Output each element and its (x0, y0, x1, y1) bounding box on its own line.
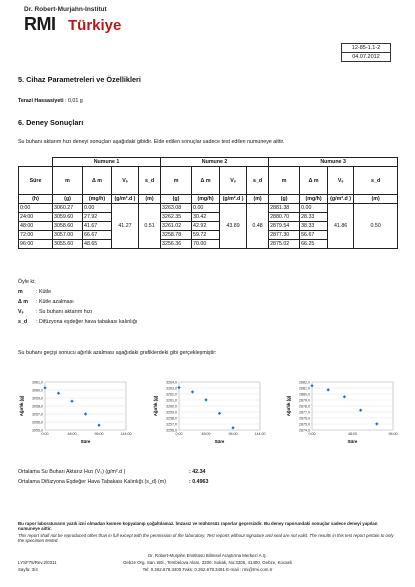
y-tick-label: 3259,0 (166, 410, 177, 415)
table-cell: 2877.30 (269, 231, 300, 240)
legend-item (18, 309, 92, 315)
table-cell: 2879.54 (269, 222, 300, 231)
table-cell: 72:00 (19, 231, 53, 240)
y-tick-label: 2874,0 (299, 428, 310, 433)
x-tick-label: 96:00 (94, 432, 104, 436)
brand-logo: RMI (24, 14, 56, 34)
column-header: Δ m (192, 167, 220, 195)
table-cell: 41.27 (112, 204, 139, 249)
group-header: Numune 1 (53, 158, 161, 167)
table-cell: 2875.02 (269, 240, 300, 249)
table-cell: 38.33 (300, 222, 328, 231)
section5-title: 5. Cihaz Parametreleri ve Özellikleri (18, 75, 141, 84)
y-tick-label: 3061,0 (32, 380, 43, 385)
x-axis-label: Süre (214, 439, 225, 444)
group-header: Numune 3 (269, 158, 398, 167)
unit-header: (m) (247, 195, 269, 204)
x-tick-label: 144:00 (120, 432, 132, 436)
y-tick-label: 3056,0 (32, 420, 43, 425)
table-cell: 3261.02 (161, 222, 192, 231)
unit-header: (mg/h) (300, 195, 328, 204)
table-cell: 30.42 (192, 213, 220, 222)
y-tick-label: 3256,0 (166, 428, 177, 433)
footer-contact: Tel: 0.262.678.3400 Faks: 0.262.678.3491 E-mail : rmi@rmi.com.tr (142, 567, 273, 572)
notice-english: This report shall not be reproduced other than in full except with the permission of the laboratory. Test reports without signature and seal are not valid. The results in this test report pertain to only the specimen tested. (18, 533, 394, 543)
section6-title: 6. Deney Sonuçları (18, 118, 84, 127)
y-tick-label: 2882,0 (299, 380, 310, 385)
table-cell: 0.48 (247, 204, 269, 249)
table-cell: 0.00 (300, 204, 328, 213)
legend-item (18, 299, 74, 305)
table-cell: 3058.60 (53, 222, 83, 231)
table-cell: 3263.08 (161, 204, 192, 213)
x-tick-label: 96:00 (388, 432, 398, 436)
table-row (19, 204, 398, 213)
unit-header: (g) (269, 195, 300, 204)
table-cell: 48.65 (83, 240, 112, 249)
table-cell: 3059.60 (53, 213, 83, 222)
average-vs-label: Ortalama Su Buharı Aktarız Hızı (Vₛ) (g/m².d ) (18, 469, 126, 475)
legend-item (18, 319, 137, 325)
table-cell: 3262.35 (161, 213, 192, 222)
scale-precision (18, 98, 83, 104)
legend-key: Vₛ (18, 309, 24, 315)
graph-intro: Su buhanı geçişi sonucu ağırlık azalması aşağıdaki grafiklerdeki gibi gerçekleşmiştir: (18, 350, 217, 356)
table-cell: 0.00 (192, 204, 220, 213)
footer-address: Gebze Org. San. Böl., Tembelova Alanı, 3200. Sokak, No:3206, 41400, Gebze, Kocaeli (122, 560, 293, 565)
average-vs-value: : 42.34 (189, 469, 206, 475)
table-cell: 70.00 (192, 240, 220, 249)
legend-text: : Kütle azalması (36, 299, 74, 305)
unit-header: (g/m².d ) (112, 195, 139, 204)
report-number: 12-85-1.1-2 (351, 45, 381, 51)
y-tick-label: 3059,0 (32, 396, 43, 401)
weight-chart-sample-2 (152, 378, 264, 446)
unit-header: (g) (161, 195, 192, 204)
results-table (18, 157, 398, 249)
x-axis-label: Süre (80, 439, 91, 444)
legend-key: m (18, 289, 23, 295)
unit-header: (g/m².d ) (328, 195, 354, 204)
y-tick-label: 3258,0 (166, 416, 177, 421)
table-cell: 43.89 (220, 204, 247, 249)
y-axis-label: Ağırlık (g) (19, 395, 24, 417)
scale-value: : 0,01 g (65, 98, 83, 104)
table-cell: 66.67 (83, 231, 112, 240)
y-tick-label: 3060,0 (32, 388, 43, 393)
average-sd-value: : 0.4963 (189, 479, 209, 485)
institute-name: Dr. Robert-Murjahn-Institut (24, 6, 107, 13)
x-tick-label: 48:00 (67, 432, 77, 436)
table-cell: 28.33 (300, 213, 328, 222)
y-tick-label: 3257,0 (166, 422, 177, 427)
x-tick-label: 48:00 (201, 432, 211, 436)
x-tick-label: 0:00 (175, 432, 183, 436)
form-code: LYSF75/Rev.2/0311 (18, 560, 57, 565)
average-sd-label: Ortalama Difüzyona Eşdeğer Hava Tabakası Kalınlığı (s_d) (m) (18, 479, 166, 485)
x-tick-label: 48:00 (348, 432, 357, 436)
table-cell: 41.86 (328, 204, 354, 249)
column-header: m (269, 167, 300, 195)
notice-turkish: Bu rapor laboratuvarın yazılı izni olmadan kısmen kopyalanıp çoğaltılamaz. İmzasız ve mühürsüz raporlar geçersizdir. Bu deney raporundaki sonuçlar sadece deneyi yapılan numuneye aittir. (18, 521, 378, 531)
table-cell: 3256.36 (161, 240, 192, 249)
table-cell: 3055.60 (53, 240, 83, 249)
group-header: Numune 2 (161, 158, 269, 167)
report-reference-box (341, 43, 391, 62)
table-cell: 41.67 (83, 222, 112, 231)
table-cell: 3060.27 (53, 204, 83, 213)
y-tick-label: 2879,0 (299, 398, 310, 403)
legend-key: s_d (18, 319, 28, 325)
table-cell: 0.00 (83, 204, 112, 213)
legend-text: : Difüzyona eşdeğer hava tabakası kalınlığı (36, 319, 138, 325)
column-header: Δ m (300, 167, 328, 195)
column-header: s_d (247, 167, 269, 195)
table-group-row (19, 158, 398, 167)
unit-header: (m) (139, 195, 161, 204)
column-header: Vₛ (220, 167, 247, 195)
column-header: m (53, 167, 83, 195)
column-header: m (161, 167, 192, 195)
table-cell: 0:00 (19, 204, 53, 213)
table-cell: 24:00 (19, 213, 53, 222)
y-tick-label: 3055,0 (32, 428, 43, 433)
table-cell: 0.50 (354, 204, 398, 249)
weight-chart-sample-3 (285, 378, 397, 446)
page-number: Sayfa: 3/4 (18, 567, 38, 572)
weight-chart-sample-1 (18, 378, 130, 446)
column-header: Vₛ (328, 167, 354, 195)
table-unit-row (19, 195, 398, 204)
x-tick-label: 0:00 (308, 432, 316, 436)
table-cell: 56.67 (300, 231, 328, 240)
unit-header: (mg/h) (192, 195, 220, 204)
y-tick-label: 3262,0 (166, 392, 177, 397)
table-cell: 66.25 (300, 240, 328, 249)
x-tick-label: 96:00 (228, 432, 238, 436)
table-cell: 2881.38 (269, 204, 300, 213)
table-cell: 3057.00 (53, 231, 83, 240)
legend-text: : Su buhanı aktarım hızı (36, 309, 93, 315)
y-axis-label: Ağırlık (g) (153, 395, 158, 417)
y-tick-label: 2875,0 (299, 422, 310, 427)
unit-header: (g/m².d ) (220, 195, 247, 204)
column-header: Δ m (83, 167, 112, 195)
table-cell: 48:00 (19, 222, 53, 231)
x-tick-label: 0:00 (41, 432, 49, 436)
y-tick-label: 3261,0 (166, 398, 177, 403)
y-tick-label: 3263,0 (166, 386, 177, 391)
y-tick-label: 2878,0 (299, 404, 310, 409)
table-header-row (19, 167, 398, 195)
y-tick-label: 3264,0 (166, 380, 177, 385)
y-tick-label: 3057,0 (32, 412, 43, 417)
unit-header: (h) (19, 195, 53, 204)
legend-item (18, 289, 51, 295)
y-tick-label: 3058,0 (32, 404, 43, 409)
footer-organization: Dr. Robert-Murjahn Enstitüsü Bilimsel Araştırma Merkezi A.Ş. (148, 553, 267, 558)
y-tick-label: 2877,0 (299, 410, 310, 415)
legend-key: Δ m (18, 299, 28, 305)
table-cell: 2880.70 (269, 213, 300, 222)
table-cell: 96:00 (19, 240, 53, 249)
table-cell: 3258.78 (161, 231, 192, 240)
column-header: Vₛ (112, 167, 139, 195)
x-tick-label: 144:00 (254, 432, 266, 436)
y-tick-label: 2876,0 (299, 416, 310, 421)
section6-intro: Su buhanı aktarım hızı deneyi sonuçları aşağıdaki gibidir. Elde edilen sonuçlar sadece test edilen numuneye aittir. (18, 139, 285, 145)
x-axis-label: Süre (347, 439, 358, 444)
legend-heading: Öyle ki; (18, 279, 36, 285)
column-header: Süre (19, 167, 53, 195)
column-header: s_d (139, 167, 161, 195)
scale-label: Terazi Hassasiyeti (18, 98, 64, 104)
table-cell: 27.92 (83, 213, 112, 222)
brand-country: Türkiye (68, 17, 122, 34)
table-cell: 42.92 (192, 222, 220, 231)
unit-header: (mg/h) (83, 195, 112, 204)
unit-header: (g) (53, 195, 83, 204)
column-header: s_d (354, 167, 398, 195)
y-tick-label: 2880,0 (299, 392, 310, 397)
unit-header: (m) (354, 195, 398, 204)
report-date: 04.07.2012 (342, 52, 390, 61)
table-cell: 59.72 (192, 231, 220, 240)
y-tick-label: 3260,0 (166, 404, 177, 409)
legend-text: : Kütle (36, 289, 52, 295)
y-tick-label: 2881,0 (299, 386, 310, 391)
y-axis-label: Ağırlık (g) (286, 395, 291, 417)
table-cell: 0.51 (139, 204, 161, 249)
